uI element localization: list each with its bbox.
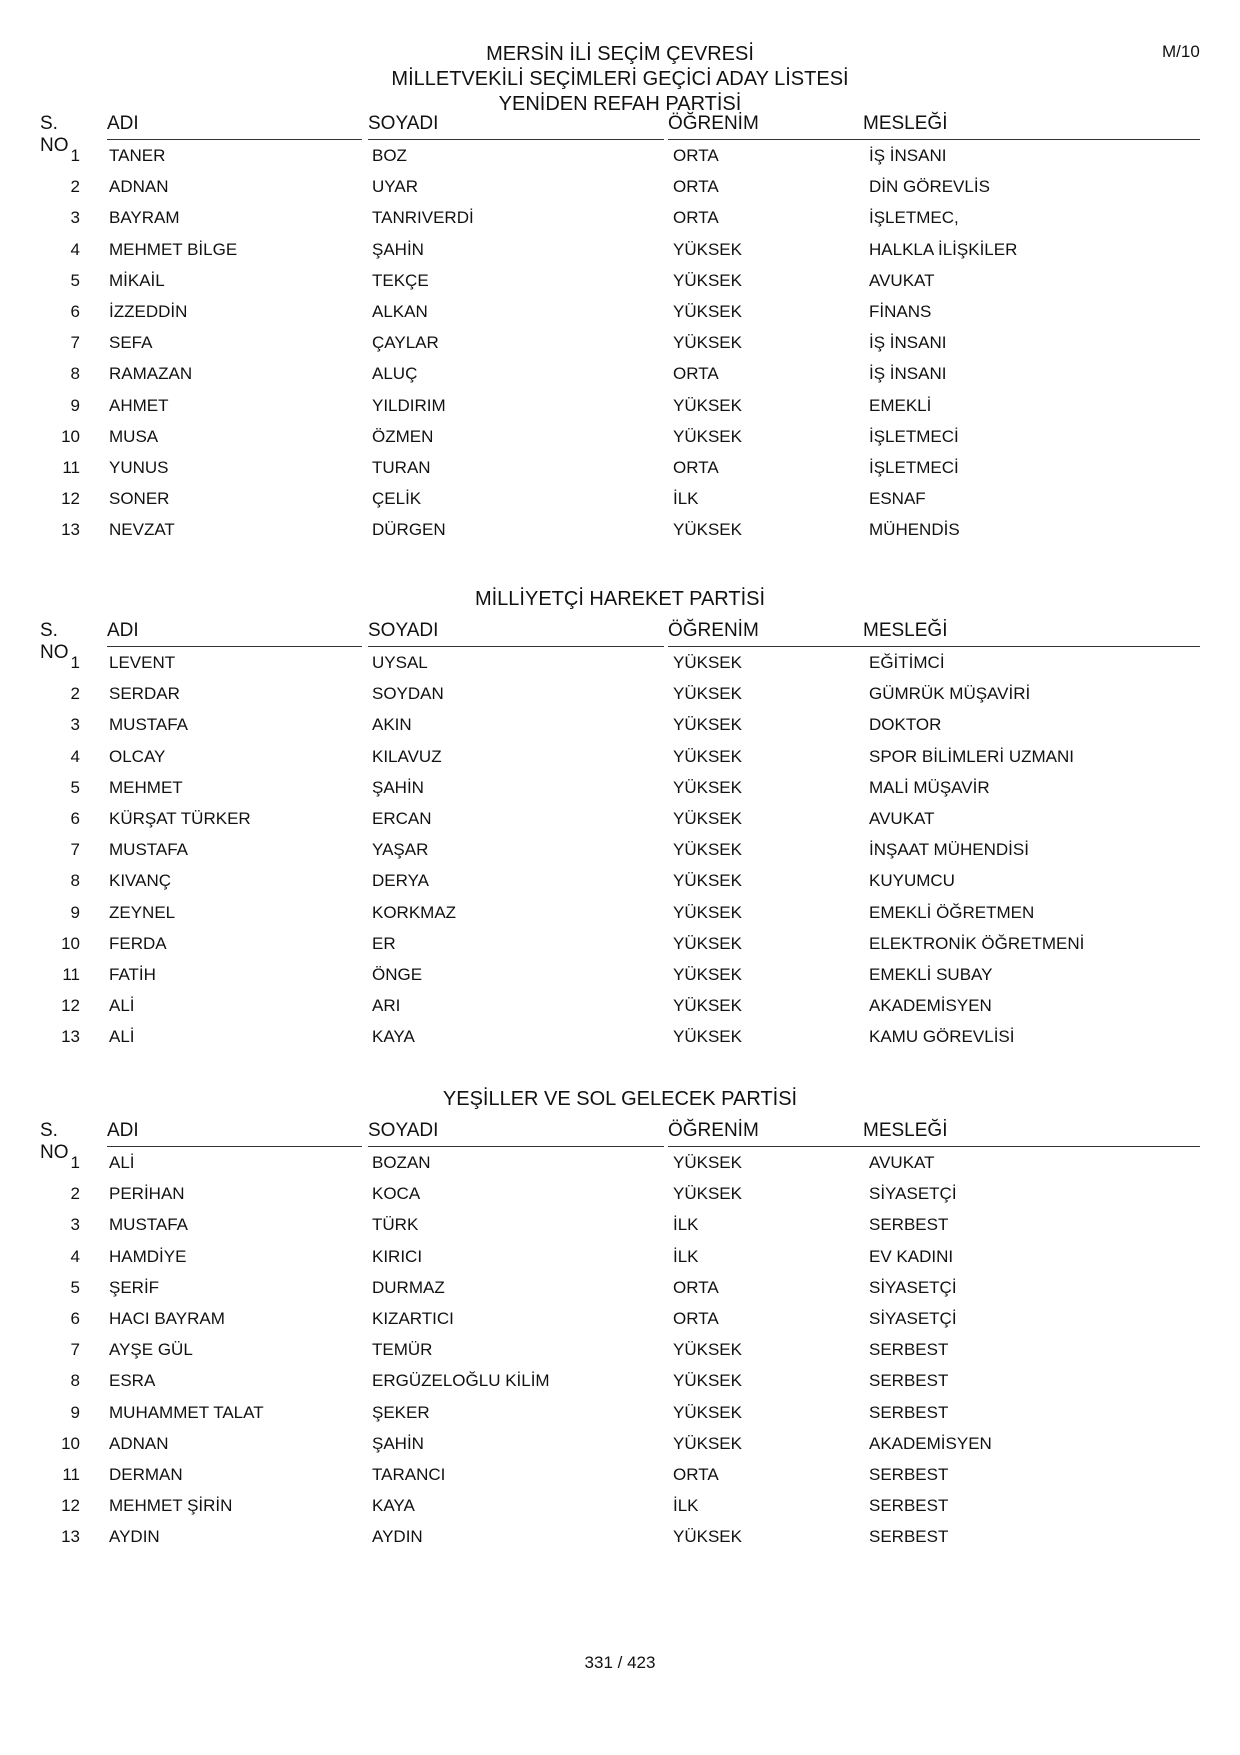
table-body — [40, 1148, 1200, 1553]
cell-adi: YUNUS — [109, 457, 169, 477]
cell-ogrenim: YÜKSEK — [673, 996, 742, 1016]
cell-meslek: İŞ İNSANI — [869, 146, 947, 165]
cell-ogrenim: YÜKSEK — [673, 1371, 742, 1391]
cell-ogrenim: İLK — [673, 1496, 699, 1516]
cell-soyadi: TÜRK — [372, 1215, 419, 1235]
cell-ogrenim: YÜKSEK — [673, 426, 742, 446]
cell-soyadi: KAYA — [372, 1496, 415, 1516]
cell-soyadi: KILAVUZ — [372, 746, 442, 766]
cell-ogrenim: ORTA — [673, 177, 719, 197]
cell-adi: ADNAN — [109, 1433, 169, 1453]
cell-meslek: AVUKAT — [869, 270, 935, 290]
cell-no: 3 — [70, 208, 80, 228]
page-number: 331 — [584, 1653, 613, 1672]
cell-meslek: SERBEST — [869, 1371, 949, 1391]
cell-meslek: ELEKTRONİK ÖĞRETMENİ — [869, 933, 1085, 953]
cell-ogrenim: YÜKSEK — [673, 270, 742, 290]
cell-adi: KÜRŞAT TÜRKER — [109, 808, 251, 828]
cell-no: 5 — [70, 1277, 80, 1297]
col-header-adi: ADI — [107, 1120, 362, 1147]
cell-meslek: İŞLETMECİ — [869, 426, 959, 446]
cell-adi: KIVANÇ — [109, 871, 172, 891]
cell-meslek: MALİ MÜŞAVİR — [869, 777, 990, 797]
table-row — [40, 453, 1200, 484]
cell-adi: MEHMET BİLGE — [109, 239, 238, 259]
cell-no: 4 — [70, 1246, 80, 1266]
cell-ogrenim: YÜKSEK — [673, 777, 742, 797]
cell-soyadi: BOZAN — [372, 1153, 431, 1172]
cell-adi: MUHAMMET TALAT — [109, 1402, 264, 1422]
cell-ogrenim: YÜKSEK — [673, 1433, 742, 1453]
cell-ogrenim: YÜKSEK — [673, 840, 742, 860]
cell-no: 4 — [70, 239, 80, 259]
cell-ogrenim: İLK — [673, 1215, 699, 1235]
table-body — [40, 141, 1200, 546]
table-row — [40, 172, 1200, 203]
table-row — [40, 1304, 1200, 1335]
cell-adi: RAMAZAN — [109, 364, 193, 384]
table-row — [40, 1179, 1200, 1210]
cell-meslek: İŞ İNSANI — [869, 364, 947, 384]
cell-ogrenim: YÜKSEK — [673, 301, 742, 321]
cell-adi: SERDAR — [109, 684, 180, 704]
col-header-meslek: MESLEĞİ — [863, 620, 1200, 647]
col-header-adi: ADI — [107, 113, 362, 140]
cell-ogrenim: YÜKSEK — [673, 1184, 742, 1204]
cell-no: 9 — [70, 902, 80, 922]
table-row — [40, 679, 1200, 710]
cell-meslek: AVUKAT — [869, 1153, 935, 1172]
cell-adi: MUSA — [109, 426, 159, 446]
cell-no: 10 — [61, 933, 80, 953]
cell-no: 8 — [70, 1371, 80, 1391]
cell-no: 6 — [70, 808, 80, 828]
cell-meslek: EĞİTİMCİ — [869, 653, 945, 672]
table-row — [40, 835, 1200, 866]
cell-meslek: İŞLETMEC, — [869, 208, 959, 228]
cell-no: 3 — [70, 715, 80, 735]
cell-no: 13 — [61, 1027, 80, 1047]
cell-soyadi: DERYA — [372, 871, 430, 891]
table-row — [40, 266, 1200, 297]
table-row — [40, 235, 1200, 266]
col-header-meslek: MESLEĞİ — [863, 113, 1200, 140]
col-header-soyadi: SOYADI — [368, 113, 664, 140]
cell-soyadi: DURMAZ — [372, 1277, 445, 1297]
cell-soyadi: YAŞAR — [372, 840, 429, 860]
cell-ogrenim: YÜKSEK — [673, 933, 742, 953]
cell-ogrenim: YÜKSEK — [673, 239, 742, 259]
table-row — [40, 1335, 1200, 1366]
table-row — [40, 515, 1200, 546]
cell-soyadi: KOCA — [372, 1184, 421, 1204]
candidate-table-1 — [40, 113, 1200, 546]
cell-ogrenim: YÜKSEK — [673, 808, 742, 828]
cell-ogrenim: YÜKSEK — [673, 684, 742, 704]
cell-meslek: EV KADINI — [869, 1246, 954, 1266]
cell-no: 7 — [70, 1340, 80, 1360]
cell-adi: OLCAY — [109, 746, 166, 766]
cell-adi: SONER — [109, 489, 170, 509]
col-header-no: S. NO — [40, 113, 69, 156]
cell-adi: DERMAN — [109, 1464, 183, 1484]
cell-soyadi: ÖNGE — [372, 964, 423, 984]
cell-ogrenim: ORTA — [673, 457, 719, 477]
cell-soyadi: ERCAN — [372, 808, 432, 828]
cell-soyadi: UYSAL — [372, 653, 428, 672]
party-title-yesiller: YEŞİLLER VE SOL GELECEK PARTİSİ — [442, 1088, 798, 1110]
cell-no: 6 — [70, 301, 80, 321]
cell-soyadi: ÖZMEN — [372, 426, 434, 446]
header-line-3: YENİDEN REFAH PARTİSİ — [498, 93, 742, 115]
table-row — [40, 484, 1200, 515]
cell-ogrenim: ORTA — [673, 1277, 719, 1297]
cell-no: 13 — [61, 520, 80, 540]
cell-soyadi: UYAR — [372, 177, 418, 197]
cell-meslek: AKADEMİSYEN — [869, 996, 992, 1016]
cell-soyadi: ÇELİK — [372, 489, 422, 509]
cell-adi: ZEYNEL — [109, 902, 176, 922]
cell-soyadi: YILDIRIM — [372, 395, 446, 415]
cell-ogrenim: YÜKSEK — [673, 964, 742, 984]
cell-ogrenim: YÜKSEK — [673, 1340, 742, 1360]
cell-adi: MUSTAFA — [109, 1215, 189, 1235]
cell-meslek: SERBEST — [869, 1402, 949, 1422]
cell-no: 12 — [61, 489, 80, 509]
cell-adi: BAYRAM — [109, 208, 180, 228]
cell-adi: ŞERİF — [109, 1277, 160, 1297]
cell-adi: FATİH — [109, 964, 156, 984]
cell-no: 7 — [70, 840, 80, 860]
cell-soyadi: TURAN — [372, 457, 431, 477]
cell-adi: PERİHAN — [109, 1184, 185, 1204]
table-row — [40, 1210, 1200, 1241]
cell-soyadi: BOZ — [372, 146, 407, 165]
cell-no: 1 — [70, 653, 80, 672]
table-row — [40, 804, 1200, 835]
cell-no: 10 — [61, 426, 80, 446]
cell-soyadi: ARI — [372, 996, 401, 1016]
party-title-mhp: MİLLİYETÇİ HAREKET PARTİSİ — [474, 588, 766, 610]
cell-no: 2 — [70, 684, 80, 704]
table-row — [40, 359, 1200, 390]
cell-adi: İZZEDDİN — [109, 301, 188, 321]
cell-soyadi: TANRIVERDİ — [372, 208, 474, 228]
cell-adi: ESRA — [109, 1371, 156, 1391]
cell-adi: MUSTAFA — [109, 840, 189, 860]
cell-adi: ALİ — [109, 996, 135, 1016]
cell-meslek: FİNANS — [869, 301, 932, 321]
cell-soyadi: KIZARTICI — [372, 1308, 454, 1328]
cell-soyadi: TARANCI — [372, 1464, 446, 1484]
cell-soyadi: DÜRGEN — [372, 520, 446, 540]
candidate-table-2 — [40, 620, 1200, 1053]
cell-ogrenim: YÜKSEK — [673, 871, 742, 891]
cell-no: 10 — [61, 1433, 80, 1453]
cell-adi: MİKAİL — [109, 270, 165, 290]
cell-meslek: AKADEMİSYEN — [869, 1433, 992, 1453]
table-row — [40, 391, 1200, 422]
cell-meslek: KAMU GÖREVLİSİ — [869, 1027, 1015, 1047]
cell-adi: HAMDİYE — [109, 1246, 187, 1266]
cell-ogrenim: YÜKSEK — [673, 520, 742, 540]
table-row — [40, 1148, 1200, 1179]
cell-meslek: SERBEST — [869, 1464, 949, 1484]
cell-no: 8 — [70, 364, 80, 384]
cell-ogrenim: YÜKSEK — [673, 902, 742, 922]
cell-meslek: SİYASETÇİ — [869, 1184, 957, 1204]
cell-meslek: SİYASETÇİ — [869, 1277, 957, 1297]
table-row — [40, 1460, 1200, 1491]
cell-no: 12 — [61, 1496, 80, 1516]
table-row — [40, 203, 1200, 234]
cell-no: 11 — [62, 457, 80, 477]
cell-adi: TANER — [109, 146, 166, 165]
table-row — [40, 1273, 1200, 1304]
cell-meslek: SERBEST — [869, 1496, 949, 1516]
page-total: / 423 — [617, 1653, 656, 1672]
header-line-1: MERSİN İLİ SEÇİM ÇEVRESİ — [486, 43, 754, 65]
cell-ogrenim: İLK — [673, 489, 699, 509]
table-row — [40, 1522, 1200, 1553]
table-row — [40, 297, 1200, 328]
cell-soyadi: ŞAHİN — [372, 1433, 424, 1453]
cell-no: 9 — [70, 395, 80, 415]
cell-adi: LEVENT — [109, 653, 176, 672]
cell-no: 1 — [70, 1153, 80, 1172]
col-header-soyadi: SOYADI — [368, 1120, 664, 1147]
cell-no: 5 — [70, 270, 80, 290]
table-row — [40, 141, 1200, 172]
cell-meslek: ESNAF — [869, 489, 926, 509]
header-line-2: MİLLETVEKİLİ SEÇİMLERİ GEÇİCİ ADAY LİSTESİ — [391, 68, 849, 90]
cell-ogrenim: YÜKSEK — [673, 746, 742, 766]
cell-soyadi: ALKAN — [372, 301, 428, 321]
cell-soyadi: ALUÇ — [372, 364, 418, 384]
table-row — [40, 898, 1200, 929]
page-code: M/10 — [1162, 42, 1200, 61]
cell-ogrenim: ORTA — [673, 364, 719, 384]
table-row — [40, 328, 1200, 359]
cell-soyadi: ŞAHİN — [372, 777, 424, 797]
table-row — [40, 866, 1200, 897]
cell-no: 6 — [70, 1308, 80, 1328]
cell-ogrenim: YÜKSEK — [673, 395, 742, 415]
col-header-no: S. NO — [40, 1120, 69, 1163]
cell-meslek: İŞLETMECİ — [869, 457, 959, 477]
cell-meslek: EMEKLİ — [869, 395, 932, 415]
cell-meslek: AVUKAT — [869, 808, 935, 828]
cell-ogrenim: ORTA — [673, 146, 719, 165]
cell-soyadi: ŞAHİN — [372, 239, 424, 259]
table-row — [40, 773, 1200, 804]
cell-adi: HACI BAYRAM — [109, 1308, 225, 1328]
cell-ogrenim: İLK — [673, 1246, 699, 1266]
cell-meslek: İNŞAAT MÜHENDİSİ — [869, 840, 1029, 860]
cell-meslek: SERBEST — [869, 1215, 949, 1235]
cell-ogrenim: YÜKSEK — [673, 653, 742, 672]
cell-no: 11 — [62, 964, 80, 984]
cell-meslek: SERBEST — [869, 1527, 949, 1547]
cell-no: 12 — [61, 996, 80, 1016]
cell-adi: AYŞE GÜL — [109, 1340, 193, 1360]
cell-ogrenim: ORTA — [673, 1308, 719, 1328]
cell-soyadi: SOYDAN — [372, 684, 444, 704]
table-row — [40, 960, 1200, 991]
cell-soyadi: KORKMAZ — [372, 902, 457, 922]
candidate-table-3 — [40, 1120, 1200, 1553]
table-body — [40, 648, 1200, 1053]
cell-adi: MEHMET — [109, 777, 183, 797]
cell-soyadi: AKIN — [372, 715, 412, 735]
cell-meslek: KUYUMCU — [869, 871, 955, 891]
cell-soyadi: KAYA — [372, 1027, 415, 1047]
cell-no: 8 — [70, 871, 80, 891]
cell-meslek: HALKLA İLİŞKİLER — [869, 239, 1018, 259]
cell-adi: AHMET — [109, 395, 169, 415]
col-header-adi: ADI — [107, 620, 362, 647]
cell-ogrenim: YÜKSEK — [673, 1402, 742, 1422]
cell-meslek: SPOR BİLİMLERİ UZMANI — [869, 746, 1074, 766]
col-header-ogrenim: ÖĞRENİM — [668, 620, 863, 647]
cell-meslek: SERBEST — [869, 1340, 949, 1360]
cell-ogrenim: ORTA — [673, 208, 719, 228]
cell-soyadi: KIRICI — [372, 1246, 423, 1266]
cell-soyadi: ŞEKER — [372, 1402, 430, 1422]
cell-no: 5 — [70, 777, 80, 797]
cell-ogrenim: YÜKSEK — [673, 333, 742, 353]
cell-soyadi: AYDIN — [372, 1527, 423, 1547]
cell-ogrenim: YÜKSEK — [673, 1153, 742, 1172]
page-footer — [0, 1653, 1240, 1673]
cell-no: 2 — [70, 1184, 80, 1204]
cell-ogrenim: ORTA — [673, 1464, 719, 1484]
table-row — [40, 1022, 1200, 1053]
cell-no: 13 — [61, 1527, 80, 1547]
cell-adi: AYDIN — [109, 1527, 160, 1547]
table-row — [40, 1242, 1200, 1273]
cell-meslek: SİYASETÇİ — [869, 1308, 957, 1328]
cell-adi: MUSTAFA — [109, 715, 189, 735]
cell-meslek: EMEKLİ SUBAY — [869, 964, 993, 984]
cell-no: 1 — [70, 146, 80, 165]
cell-ogrenim: YÜKSEK — [673, 1027, 742, 1047]
table-row — [40, 991, 1200, 1022]
cell-no: 3 — [70, 1215, 80, 1235]
cell-meslek: GÜMRÜK MÜŞAVİRİ — [869, 684, 1031, 704]
col-header-no: S. NO — [40, 620, 69, 663]
table-row — [40, 422, 1200, 453]
col-header-soyadi: SOYADI — [368, 620, 664, 647]
table-row — [40, 1366, 1200, 1397]
cell-adi: NEVZAT — [109, 520, 175, 540]
cell-soyadi: ERGÜZELOĞLU KİLİM — [372, 1371, 550, 1391]
cell-meslek: DOKTOR — [869, 715, 942, 735]
table-row — [40, 1491, 1200, 1522]
col-header-meslek: MESLEĞİ — [863, 1120, 1200, 1147]
cell-ogrenim: YÜKSEK — [673, 1527, 742, 1547]
table-row — [40, 1429, 1200, 1460]
table-row — [40, 742, 1200, 773]
col-header-ogrenim: ÖĞRENİM — [668, 113, 863, 140]
table-row — [40, 1398, 1200, 1429]
cell-adi: ALİ — [109, 1027, 135, 1047]
cell-soyadi: TEKÇE — [372, 270, 429, 290]
cell-soyadi: TEMÜR — [372, 1340, 433, 1360]
cell-meslek: EMEKLİ ÖĞRETMEN — [869, 902, 1035, 922]
table-row — [40, 929, 1200, 960]
cell-adi: SEFA — [109, 333, 153, 353]
cell-meslek: MÜHENDİS — [869, 520, 960, 540]
cell-adi: MEHMET ŞİRİN — [109, 1496, 233, 1516]
cell-no: 7 — [70, 333, 80, 353]
cell-adi: ADNAN — [109, 177, 169, 197]
cell-no: 9 — [70, 1402, 80, 1422]
cell-adi: ALİ — [109, 1153, 135, 1172]
cell-soyadi: ÇAYLAR — [372, 333, 439, 353]
cell-no: 2 — [70, 177, 80, 197]
col-header-ogrenim: ÖĞRENİM — [668, 1120, 863, 1147]
table-row — [40, 710, 1200, 741]
cell-no: 4 — [70, 746, 80, 766]
cell-ogrenim: YÜKSEK — [673, 715, 742, 735]
cell-meslek: DİN GÖREVLİS — [869, 177, 990, 197]
cell-no: 11 — [62, 1464, 80, 1484]
cell-adi: FERDA — [109, 933, 167, 953]
cell-soyadi: ER — [372, 933, 396, 953]
document-header — [0, 42, 1240, 117]
table-row — [40, 648, 1200, 679]
cell-meslek: İŞ İNSANI — [869, 333, 947, 353]
